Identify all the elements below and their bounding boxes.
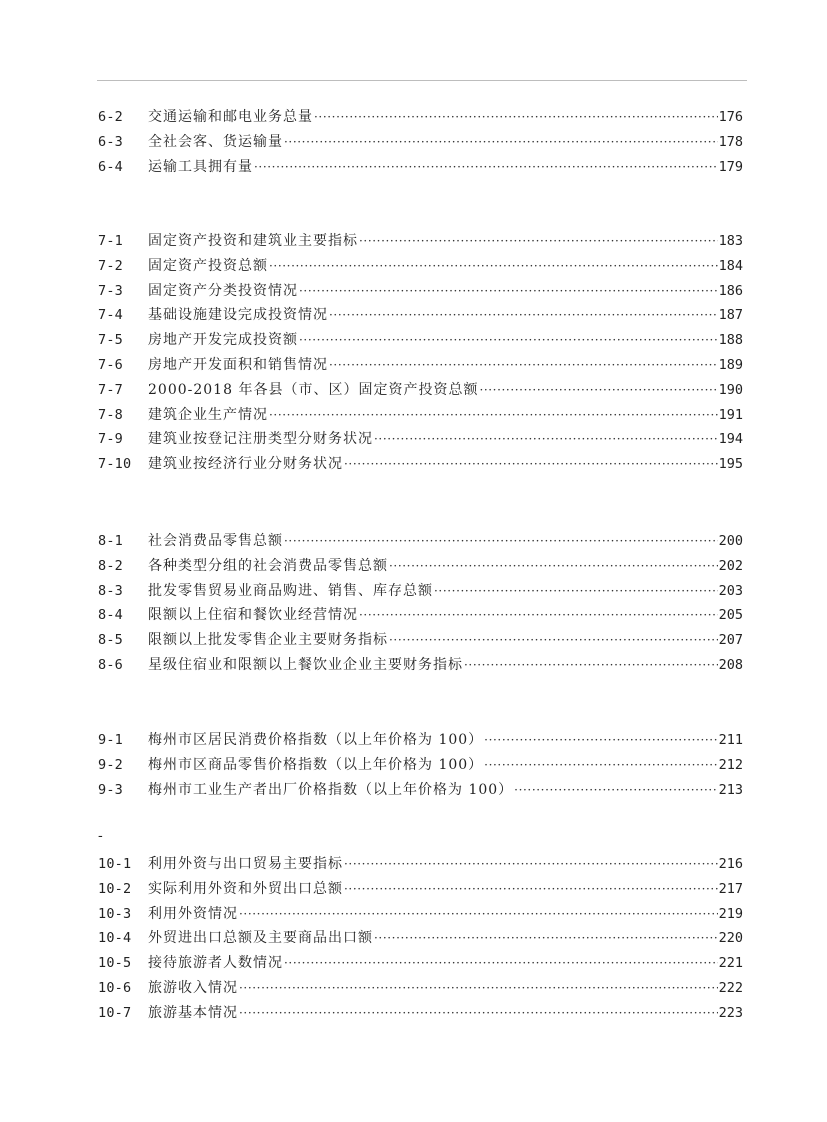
entry-number: 7-6 (98, 356, 123, 373)
entry-number: 6-4 (98, 158, 123, 175)
dot-leader (329, 308, 718, 322)
toc-entry[interactable] (98, 629, 743, 654)
dot-leader (284, 135, 718, 149)
dot-leader (314, 110, 718, 124)
entry-number: 10-7 (98, 1004, 132, 1021)
entry-title: 星级住宿业和限额以上餐饮业企业主要财务指标 (148, 656, 463, 673)
entry-page-number: 194 (718, 431, 743, 448)
entry-title: 各种类型分组的社会消费品零售总额 (148, 557, 388, 574)
entry-number: 7-7 (98, 381, 123, 398)
entry-number: 10-1 (98, 856, 132, 872)
dot-leader (239, 1006, 718, 1020)
dot-leader (434, 584, 718, 598)
toc-section-6 (98, 106, 743, 180)
entry-number: 7-1 (98, 233, 123, 249)
entry-page-number: 186 (718, 282, 743, 299)
dot-leader (239, 981, 718, 995)
entry-page-number: 184 (718, 257, 743, 274)
toc-entry[interactable] (98, 404, 743, 429)
toc-entry[interactable] (98, 853, 743, 878)
entry-number: 7-5 (98, 332, 123, 349)
entry-title: 交通运输和邮电业务总量 (148, 109, 313, 125)
entry-page-number: 211 (718, 732, 743, 748)
toc-entry[interactable] (98, 453, 743, 478)
stray-dash-mark: - (98, 828, 103, 844)
toc-entry[interactable] (98, 580, 743, 605)
entry-page-number: 190 (718, 381, 743, 398)
entry-title: 梅州市区居民消费价格指数（以上年价格为 100） (148, 732, 484, 748)
entry-page-number: 221 (718, 955, 743, 972)
entry-title: 建筑企业生产情况 (148, 406, 268, 423)
dot-leader (374, 931, 718, 945)
entry-number: 10-4 (98, 930, 132, 947)
entry-title: 限额以上批发零售企业主要财务指标 (148, 632, 388, 649)
toc-entry[interactable] (98, 106, 743, 131)
entry-number: 8-5 (98, 632, 123, 649)
entry-title: 旅游收入情况 (148, 979, 238, 996)
dot-leader (299, 284, 718, 298)
entry-page-number: 208 (718, 656, 743, 673)
dot-leader (269, 408, 718, 422)
entry-page-number: 205 (718, 607, 743, 624)
entry-title: 梅州市区商品零售价格指数（以上年价格为 100） (148, 756, 484, 773)
toc-entry[interactable] (98, 379, 743, 404)
entry-number: 10-5 (98, 955, 132, 972)
toc-entry[interactable] (98, 729, 743, 754)
entry-number: 8-6 (98, 656, 123, 673)
dot-leader (484, 758, 717, 772)
entry-title: 固定资产投资和建筑业主要指标 (148, 233, 358, 249)
entry-page-number: 191 (718, 406, 743, 423)
dot-leader (359, 234, 718, 248)
toc-entry[interactable] (98, 878, 743, 903)
dot-leader (269, 259, 718, 273)
entry-number: 8-1 (98, 533, 123, 549)
entry-page-number: 217 (718, 880, 743, 897)
entry-page-number: 179 (718, 158, 743, 175)
entry-page-number: 176 (718, 109, 743, 125)
entry-title: 基础设施建设完成投资情况 (148, 307, 328, 324)
dot-leader (284, 956, 718, 970)
entry-page-number: 195 (718, 456, 743, 473)
entry-title: 建筑业按经济行业分财务状况 (148, 456, 343, 473)
entry-number: 10-3 (98, 905, 132, 922)
entry-title: 房地产开发面积和销售情况 (148, 356, 328, 373)
entry-number: 10-6 (98, 979, 132, 996)
entry-page-number: 202 (718, 557, 743, 574)
dot-leader (344, 857, 718, 871)
dot-leader (514, 783, 717, 797)
toc-entry[interactable] (98, 779, 743, 804)
entry-number: 8-4 (98, 607, 123, 624)
entry-page-number: 188 (718, 332, 743, 349)
dot-leader (284, 534, 718, 548)
toc-entry[interactable] (98, 230, 743, 255)
entry-title: 社会消费品零售总额 (148, 533, 283, 549)
entry-title: 接待旅游者人数情况 (148, 955, 283, 972)
entry-number: 6-3 (98, 133, 123, 150)
entry-page-number: 178 (718, 133, 743, 150)
entry-page-number: 187 (718, 307, 743, 324)
dot-leader (329, 358, 718, 372)
entry-page-number: 219 (718, 905, 743, 922)
entry-title: 利用外资情况 (148, 905, 238, 922)
entry-number: 6-2 (98, 109, 123, 125)
toc-entry[interactable] (98, 428, 743, 453)
entry-page-number: 203 (718, 582, 743, 599)
entry-page-number: 200 (718, 533, 743, 549)
dot-leader (239, 907, 718, 921)
toc-entry[interactable] (98, 156, 743, 181)
toc-entry[interactable] (98, 255, 743, 280)
toc-section-8 (98, 530, 743, 679)
toc-entry[interactable] (98, 952, 743, 977)
entry-title: 实际利用外资和外贸出口总额 (148, 880, 343, 897)
entry-title: 固定资产投资总额 (148, 257, 268, 274)
entry-page-number: 220 (718, 930, 743, 947)
entry-title: 运输工具拥有量 (148, 158, 253, 175)
entry-title: 梅州市工业生产者出厂价格指数（以上年价格为 100） (148, 781, 514, 798)
top-divider (97, 80, 747, 81)
entry-title: 2000-2018 年各县（市、区）固定资产投资总额 (148, 381, 479, 398)
toc-entry[interactable] (98, 754, 743, 779)
entry-title: 外贸进出口总额及主要商品出口额 (148, 930, 373, 947)
entry-title: 建筑业按登记注册类型分财务状况 (148, 431, 373, 448)
entry-number: 7-9 (98, 431, 123, 448)
toc-entry[interactable] (98, 903, 743, 928)
entry-page-number: 212 (718, 756, 743, 773)
dot-leader (389, 633, 718, 647)
entry-title: 旅游基本情况 (148, 1004, 238, 1021)
entry-title: 房地产开发完成投资额 (148, 332, 298, 349)
entry-number: 10-2 (98, 880, 132, 897)
entry-page-number: 183 (718, 233, 743, 249)
dot-leader (254, 160, 718, 174)
dot-leader (344, 882, 718, 896)
entry-page-number: 223 (718, 1004, 743, 1021)
toc-entry[interactable] (98, 280, 743, 305)
toc-entry[interactable] (98, 654, 743, 679)
toc-entry[interactable] (98, 1002, 743, 1027)
entry-number: 7-10 (98, 456, 132, 473)
entry-number: 7-3 (98, 282, 123, 299)
entry-title: 限额以上住宿和餐饮业经营情况 (148, 607, 358, 624)
entry-title: 全社会客、货运输量 (148, 133, 283, 150)
toc-entry[interactable] (98, 604, 743, 629)
toc-entry[interactable] (98, 131, 743, 156)
toc-entry[interactable] (98, 354, 743, 379)
toc-section-7 (98, 230, 743, 478)
dot-leader (479, 383, 717, 397)
entry-number: 7-2 (98, 257, 123, 274)
entry-number: 7-8 (98, 406, 123, 423)
entry-number: 9-2 (98, 756, 123, 773)
toc-section-10 (98, 853, 743, 1027)
dot-leader (374, 432, 718, 446)
toc-entry[interactable] (98, 927, 743, 952)
dot-leader (344, 457, 718, 471)
toc-entry[interactable] (98, 329, 743, 354)
entry-page-number: 207 (718, 632, 743, 649)
entry-page-number: 222 (718, 979, 743, 996)
toc-entry[interactable] (98, 977, 743, 1002)
dot-leader (299, 333, 718, 347)
entry-number: 9-1 (98, 732, 123, 748)
dot-leader (464, 658, 718, 672)
dot-leader (484, 733, 717, 747)
entry-title: 固定资产分类投资情况 (148, 282, 298, 299)
toc-entry[interactable] (98, 304, 743, 329)
entry-title: 利用外资与出口贸易主要指标 (148, 856, 343, 872)
entry-page-number: 213 (718, 781, 743, 798)
entry-number: 8-2 (98, 557, 123, 574)
entry-page-number: 216 (718, 856, 743, 872)
toc-entry[interactable] (98, 555, 743, 580)
entry-title: 批发零售贸易业商品购进、销售、库存总额 (148, 582, 433, 599)
toc-section-9 (98, 729, 743, 803)
entry-page-number: 189 (718, 356, 743, 373)
dot-leader (359, 608, 718, 622)
entry-number: 9-3 (98, 781, 123, 798)
dot-leader (389, 559, 718, 573)
toc-entry[interactable] (98, 530, 743, 555)
entry-number: 8-3 (98, 582, 123, 599)
entry-number: 7-4 (98, 307, 123, 324)
